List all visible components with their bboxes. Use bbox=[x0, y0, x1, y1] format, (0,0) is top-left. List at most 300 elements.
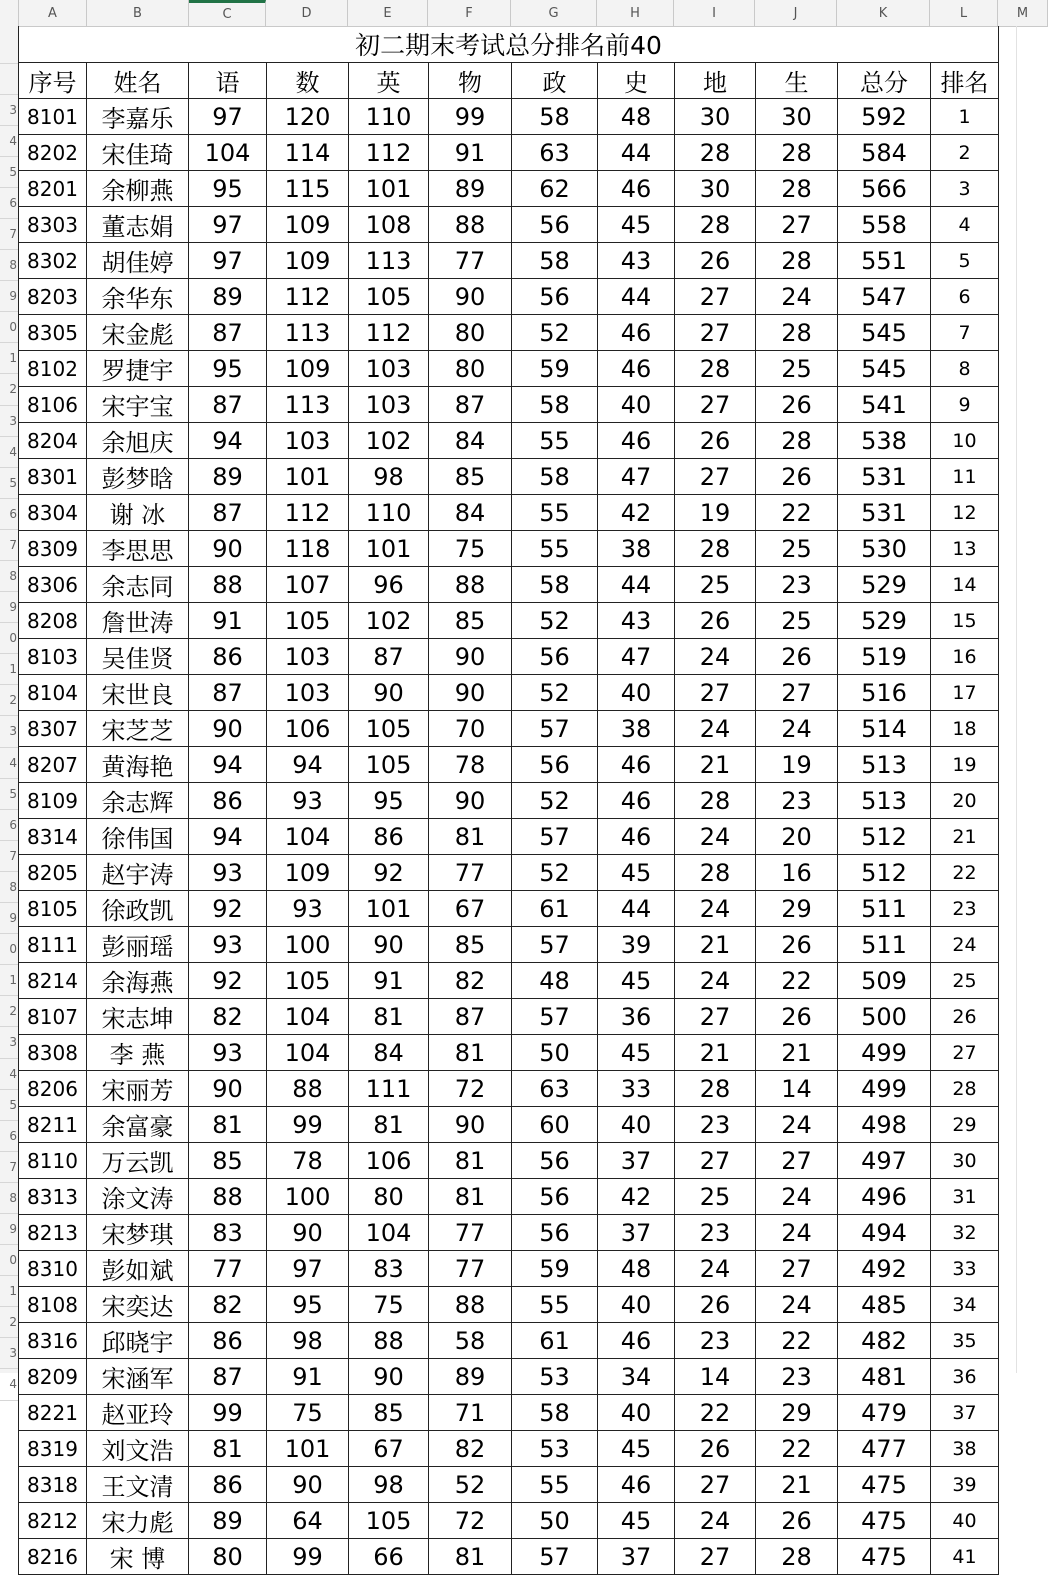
row-number[interactable]: 6 bbox=[0, 499, 18, 530]
table-cell[interactable]: 102 bbox=[349, 603, 429, 639]
table-cell[interactable]: 72 bbox=[429, 1503, 512, 1539]
table-cell[interactable]: 36 bbox=[931, 1359, 999, 1395]
table-cell[interactable]: 吴佳贤 bbox=[87, 639, 189, 675]
table-cell[interactable]: 99 bbox=[267, 1539, 349, 1575]
table-cell[interactable]: 8102 bbox=[19, 351, 87, 387]
table-cell[interactable]: 500 bbox=[838, 999, 931, 1035]
table-cell[interactable]: 24 bbox=[931, 927, 999, 963]
table-cell[interactable]: 83 bbox=[189, 1215, 267, 1251]
column-header-d[interactable]: D bbox=[266, 0, 348, 26]
table-cell[interactable]: 101 bbox=[349, 891, 429, 927]
table-cell[interactable]: 赵宇涛 bbox=[87, 855, 189, 891]
table-cell[interactable]: 512 bbox=[838, 855, 931, 891]
table-cell[interactable]: 37 bbox=[598, 1539, 675, 1575]
header-cell[interactable]: 地 bbox=[675, 63, 756, 99]
table-cell[interactable]: 赵亚玲 bbox=[87, 1395, 189, 1431]
table-cell[interactable]: 519 bbox=[838, 639, 931, 675]
table-cell[interactable]: 29 bbox=[756, 891, 838, 927]
table-cell[interactable]: 21 bbox=[756, 1467, 838, 1503]
table-cell[interactable]: 万云凯 bbox=[87, 1143, 189, 1179]
table-cell[interactable]: 101 bbox=[349, 171, 429, 207]
row-number[interactable]: 5 bbox=[0, 157, 18, 188]
table-cell[interactable]: 27 bbox=[675, 1539, 756, 1575]
table-cell[interactable]: 2 bbox=[931, 135, 999, 171]
table-cell[interactable]: 8204 bbox=[19, 423, 87, 459]
table-cell[interactable]: 宋志坤 bbox=[87, 999, 189, 1035]
table-cell[interactable]: 38 bbox=[931, 1431, 999, 1467]
header-cell[interactable]: 物 bbox=[429, 63, 512, 99]
row-number[interactable]: 4 bbox=[0, 748, 18, 779]
table-cell[interactable]: 86 bbox=[189, 1467, 267, 1503]
table-cell[interactable]: 42 bbox=[598, 1179, 675, 1215]
header-cell[interactable]: 政 bbox=[512, 63, 598, 99]
table-cell[interactable]: 90 bbox=[267, 1467, 349, 1503]
table-cell[interactable]: 17 bbox=[931, 675, 999, 711]
table-cell[interactable]: 8207 bbox=[19, 747, 87, 783]
table-cell[interactable]: 57 bbox=[512, 999, 598, 1035]
table-cell[interactable]: 46 bbox=[598, 747, 675, 783]
row-header-strip[interactable] bbox=[0, 26, 19, 1392]
table-cell[interactable]: 90 bbox=[349, 1359, 429, 1395]
table-cell[interactable]: 58 bbox=[512, 567, 598, 603]
table-cell[interactable]: 86 bbox=[189, 783, 267, 819]
table-cell[interactable]: 24 bbox=[675, 1503, 756, 1539]
row-number[interactable]: 1 bbox=[0, 654, 18, 685]
column-header-h[interactable]: H bbox=[597, 0, 674, 26]
table-cell[interactable]: 104 bbox=[349, 1215, 429, 1251]
table-cell[interactable]: 96 bbox=[349, 567, 429, 603]
table-cell[interactable]: 宋宇宝 bbox=[87, 387, 189, 423]
column-header-g[interactable]: G bbox=[511, 0, 597, 26]
table-cell[interactable]: 8101 bbox=[19, 99, 87, 135]
table-cell[interactable]: 23 bbox=[756, 1359, 838, 1395]
table-cell[interactable]: 107 bbox=[267, 567, 349, 603]
table-cell[interactable]: 513 bbox=[838, 747, 931, 783]
table-cell[interactable]: 19 bbox=[756, 747, 838, 783]
table-cell[interactable]: 26 bbox=[756, 999, 838, 1035]
table-cell[interactable]: 26 bbox=[675, 1431, 756, 1467]
table-cell[interactable]: 8305 bbox=[19, 315, 87, 351]
table-cell[interactable]: 67 bbox=[349, 1431, 429, 1467]
row-number[interactable]: 7 bbox=[0, 219, 18, 250]
table-cell[interactable]: 72 bbox=[429, 1071, 512, 1107]
table-cell[interactable]: 93 bbox=[189, 855, 267, 891]
table-cell[interactable]: 40 bbox=[598, 387, 675, 423]
table-cell[interactable]: 28 bbox=[756, 243, 838, 279]
table-cell[interactable]: 宋佳琦 bbox=[87, 135, 189, 171]
table-cell[interactable]: 105 bbox=[267, 603, 349, 639]
table-cell[interactable]: 25 bbox=[675, 1179, 756, 1215]
table-cell[interactable]: 99 bbox=[189, 1395, 267, 1431]
table-cell[interactable]: 8202 bbox=[19, 135, 87, 171]
table-cell[interactable]: 95 bbox=[189, 351, 267, 387]
table-cell[interactable]: 24 bbox=[756, 1215, 838, 1251]
table-cell[interactable]: 27 bbox=[675, 315, 756, 351]
table-cell[interactable]: 88 bbox=[349, 1323, 429, 1359]
row-number[interactable]: 3 bbox=[0, 1338, 18, 1369]
table-cell[interactable]: 105 bbox=[349, 747, 429, 783]
table-cell[interactable]: 85 bbox=[429, 459, 512, 495]
table-cell[interactable]: 5 bbox=[931, 243, 999, 279]
table-cell[interactable]: 75 bbox=[349, 1287, 429, 1323]
table-cell[interactable]: 102 bbox=[349, 423, 429, 459]
table-cell[interactable]: 24 bbox=[756, 1287, 838, 1323]
table-cell[interactable]: 120 bbox=[267, 99, 349, 135]
table-cell[interactable]: 37 bbox=[598, 1215, 675, 1251]
table-cell[interactable]: 83 bbox=[349, 1251, 429, 1287]
table-cell[interactable]: 514 bbox=[838, 711, 931, 747]
table-cell[interactable]: 88 bbox=[429, 567, 512, 603]
table-cell[interactable]: 109 bbox=[267, 243, 349, 279]
table-cell[interactable]: 56 bbox=[512, 1215, 598, 1251]
table-cell[interactable]: 28 bbox=[931, 1071, 999, 1107]
table-cell[interactable]: 8212 bbox=[19, 1503, 87, 1539]
table-cell[interactable]: 57 bbox=[512, 711, 598, 747]
table-cell[interactable]: 26 bbox=[675, 603, 756, 639]
table-cell[interactable]: 26 bbox=[756, 927, 838, 963]
table-cell[interactable]: 481 bbox=[838, 1359, 931, 1395]
table-cell[interactable]: 88 bbox=[429, 1287, 512, 1323]
table-cell[interactable]: 105 bbox=[349, 1503, 429, 1539]
table-cell[interactable]: 宋梦琪 bbox=[87, 1215, 189, 1251]
table-cell[interactable]: 20 bbox=[756, 819, 838, 855]
table-cell[interactable]: 499 bbox=[838, 1035, 931, 1071]
table-cell[interactable]: 8306 bbox=[19, 567, 87, 603]
table-cell[interactable]: 87 bbox=[189, 315, 267, 351]
table-cell[interactable]: 52 bbox=[512, 783, 598, 819]
table-cell[interactable]: 26 bbox=[675, 1287, 756, 1323]
table-cell[interactable]: 8 bbox=[931, 351, 999, 387]
table-cell[interactable]: 45 bbox=[598, 1431, 675, 1467]
table-cell[interactable]: 112 bbox=[349, 135, 429, 171]
table-cell[interactable]: 20 bbox=[931, 783, 999, 819]
table-cell[interactable]: 27 bbox=[756, 1143, 838, 1179]
table-cell[interactable]: 77 bbox=[189, 1251, 267, 1287]
table-cell[interactable]: 109 bbox=[267, 855, 349, 891]
table-cell[interactable]: 詹世涛 bbox=[87, 603, 189, 639]
header-cell[interactable]: 序号 bbox=[19, 63, 87, 99]
row-number[interactable]: 9 bbox=[0, 903, 18, 934]
table-cell[interactable]: 98 bbox=[349, 459, 429, 495]
table-cell[interactable]: 113 bbox=[349, 243, 429, 279]
table-cell[interactable]: 77 bbox=[429, 243, 512, 279]
table-cell[interactable]: 26 bbox=[756, 459, 838, 495]
table-cell[interactable]: 547 bbox=[838, 279, 931, 315]
table-cell[interactable]: 25 bbox=[756, 531, 838, 567]
table-cell[interactable]: 48 bbox=[512, 963, 598, 999]
table-cell[interactable]: 57 bbox=[512, 927, 598, 963]
table-cell[interactable]: 彭如斌 bbox=[87, 1251, 189, 1287]
table-cell[interactable]: 90 bbox=[349, 675, 429, 711]
table-cell[interactable]: 23 bbox=[756, 783, 838, 819]
table-cell[interactable]: 27 bbox=[675, 1467, 756, 1503]
table-cell[interactable]: 27 bbox=[756, 1251, 838, 1287]
row-number[interactable]: 8 bbox=[0, 561, 18, 592]
table-cell[interactable]: 27 bbox=[675, 675, 756, 711]
table-cell[interactable]: 112 bbox=[267, 279, 349, 315]
table-cell[interactable]: 8111 bbox=[19, 927, 87, 963]
table-cell[interactable]: 11 bbox=[931, 459, 999, 495]
table-cell[interactable]: 477 bbox=[838, 1431, 931, 1467]
row-number[interactable]: 5 bbox=[0, 779, 18, 810]
table-cell[interactable]: 103 bbox=[349, 351, 429, 387]
table-cell[interactable]: 24 bbox=[756, 279, 838, 315]
table-cell[interactable]: 33 bbox=[598, 1071, 675, 1107]
table-cell[interactable]: 23 bbox=[675, 1107, 756, 1143]
column-header-c[interactable]: C bbox=[189, 0, 266, 26]
table-cell[interactable]: 88 bbox=[429, 207, 512, 243]
table-cell[interactable]: 92 bbox=[189, 891, 267, 927]
table-cell[interactable]: 32 bbox=[931, 1215, 999, 1251]
table-cell[interactable]: 27 bbox=[675, 999, 756, 1035]
row-number[interactable]: 2 bbox=[0, 996, 18, 1027]
table-cell[interactable]: 112 bbox=[349, 315, 429, 351]
table-cell[interactable]: 27 bbox=[931, 1035, 999, 1071]
table-cell[interactable]: 8106 bbox=[19, 387, 87, 423]
table-cell[interactable]: 李嘉乐 bbox=[87, 99, 189, 135]
table-cell[interactable]: 邱晓宇 bbox=[87, 1323, 189, 1359]
table-cell[interactable]: 8214 bbox=[19, 963, 87, 999]
table-cell[interactable]: 8203 bbox=[19, 279, 87, 315]
table-cell[interactable]: 84 bbox=[429, 423, 512, 459]
table-cell[interactable]: 551 bbox=[838, 243, 931, 279]
table-cell[interactable]: 87 bbox=[349, 639, 429, 675]
table-cell[interactable]: 22 bbox=[756, 1431, 838, 1467]
header-cell[interactable]: 姓名 bbox=[87, 63, 189, 99]
table-cell[interactable]: 28 bbox=[756, 1539, 838, 1575]
table-cell[interactable]: 529 bbox=[838, 567, 931, 603]
table-cell[interactable]: 90 bbox=[429, 675, 512, 711]
table-cell[interactable]: 46 bbox=[598, 423, 675, 459]
row-number[interactable]: 6 bbox=[0, 810, 18, 841]
table-cell[interactable]: 90 bbox=[349, 927, 429, 963]
table-cell[interactable]: 19 bbox=[931, 747, 999, 783]
row-number[interactable]: 2 bbox=[0, 685, 18, 716]
table-cell[interactable]: 12 bbox=[931, 495, 999, 531]
table-cell[interactable]: 80 bbox=[189, 1539, 267, 1575]
table-cell[interactable]: 90 bbox=[189, 1071, 267, 1107]
table-cell[interactable]: 592 bbox=[838, 99, 931, 135]
table-cell[interactable]: 28 bbox=[756, 423, 838, 459]
table-cell[interactable]: 37 bbox=[598, 1143, 675, 1179]
column-header-strip[interactable] bbox=[0, 0, 1048, 27]
table-cell[interactable]: 103 bbox=[267, 639, 349, 675]
table-cell[interactable]: 58 bbox=[512, 387, 598, 423]
table-cell[interactable]: 21 bbox=[756, 1035, 838, 1071]
column-header-l[interactable]: L bbox=[930, 0, 998, 26]
table-cell[interactable]: 48 bbox=[598, 99, 675, 135]
table-cell[interactable]: 39 bbox=[931, 1467, 999, 1503]
table-cell[interactable]: 27 bbox=[756, 675, 838, 711]
table-cell[interactable]: 80 bbox=[429, 351, 512, 387]
table-cell[interactable]: 91 bbox=[189, 603, 267, 639]
table-cell[interactable]: 26 bbox=[756, 387, 838, 423]
table-cell[interactable]: 56 bbox=[512, 1179, 598, 1215]
table-cell[interactable]: 45 bbox=[598, 963, 675, 999]
table-cell[interactable]: 25 bbox=[756, 603, 838, 639]
table-cell[interactable]: 33 bbox=[931, 1251, 999, 1287]
table-cell[interactable]: 47 bbox=[598, 639, 675, 675]
table-cell[interactable]: 103 bbox=[267, 423, 349, 459]
table-cell[interactable]: 王文清 bbox=[87, 1467, 189, 1503]
table-cell[interactable]: 112 bbox=[267, 495, 349, 531]
column-header-f[interactable]: F bbox=[428, 0, 511, 26]
table-cell[interactable]: 14 bbox=[931, 567, 999, 603]
table-cell[interactable]: 94 bbox=[189, 819, 267, 855]
table-cell[interactable]: 100 bbox=[267, 927, 349, 963]
table-cell[interactable]: 8105 bbox=[19, 891, 87, 927]
table-cell[interactable]: 23 bbox=[675, 1215, 756, 1251]
table-cell[interactable]: 25 bbox=[931, 963, 999, 999]
table-cell[interactable]: 36 bbox=[598, 999, 675, 1035]
table-cell[interactable]: 8304 bbox=[19, 495, 87, 531]
table-cell[interactable]: 85 bbox=[189, 1143, 267, 1179]
table-cell[interactable]: 104 bbox=[189, 135, 267, 171]
table-cell[interactable]: 15 bbox=[931, 603, 999, 639]
row-number[interactable]: 5 bbox=[0, 1090, 18, 1121]
table-cell[interactable]: 48 bbox=[598, 1251, 675, 1287]
table-cell[interactable]: 26 bbox=[756, 1503, 838, 1539]
table-cell[interactable]: 28 bbox=[675, 531, 756, 567]
table-cell[interactable]: 75 bbox=[267, 1395, 349, 1431]
table-cell[interactable]: 24 bbox=[675, 711, 756, 747]
column-header-m[interactable]: M bbox=[998, 0, 1048, 26]
table-cell[interactable]: 64 bbox=[267, 1503, 349, 1539]
table-cell[interactable]: 44 bbox=[598, 567, 675, 603]
table-cell[interactable]: 26 bbox=[756, 639, 838, 675]
table-cell[interactable]: 103 bbox=[267, 675, 349, 711]
table-cell[interactable]: 98 bbox=[267, 1323, 349, 1359]
table-cell[interactable]: 8318 bbox=[19, 1467, 87, 1503]
table-cell[interactable]: 宋金彪 bbox=[87, 315, 189, 351]
table-cell[interactable]: 89 bbox=[189, 279, 267, 315]
table-cell[interactable]: 509 bbox=[838, 963, 931, 999]
table-cell[interactable]: 24 bbox=[756, 711, 838, 747]
row-number[interactable]: 4 bbox=[0, 1059, 18, 1090]
table-cell[interactable]: 58 bbox=[512, 99, 598, 135]
table-cell[interactable]: 34 bbox=[598, 1359, 675, 1395]
table-cell[interactable]: 485 bbox=[838, 1287, 931, 1323]
table-cell[interactable]: 40 bbox=[598, 1395, 675, 1431]
table-cell[interactable]: 81 bbox=[189, 1431, 267, 1467]
table-cell[interactable]: 94 bbox=[189, 747, 267, 783]
table-cell[interactable]: 584 bbox=[838, 135, 931, 171]
table-cell[interactable]: 498 bbox=[838, 1107, 931, 1143]
table-cell[interactable]: 58 bbox=[512, 459, 598, 495]
table-cell[interactable]: 531 bbox=[838, 495, 931, 531]
table-cell[interactable]: 113 bbox=[267, 387, 349, 423]
table-cell[interactable]: 余志同 bbox=[87, 567, 189, 603]
table-cell[interactable]: 52 bbox=[512, 315, 598, 351]
table-cell[interactable]: 8307 bbox=[19, 711, 87, 747]
table-cell[interactable]: 82 bbox=[429, 1431, 512, 1467]
table-cell[interactable]: 81 bbox=[429, 1035, 512, 1071]
table-cell[interactable]: 558 bbox=[838, 207, 931, 243]
table-cell[interactable]: 59 bbox=[512, 351, 598, 387]
column-header-i[interactable]: I bbox=[674, 0, 755, 26]
table-cell[interactable]: 徐政凯 bbox=[87, 891, 189, 927]
table-cell[interactable]: 97 bbox=[189, 243, 267, 279]
table-cell[interactable]: 罗捷宇 bbox=[87, 351, 189, 387]
table-cell[interactable]: 21 bbox=[675, 927, 756, 963]
table-cell[interactable]: 95 bbox=[189, 171, 267, 207]
table-cell[interactable]: 26 bbox=[675, 423, 756, 459]
row-number[interactable]: 3 bbox=[0, 406, 18, 437]
table-cell[interactable]: 8302 bbox=[19, 243, 87, 279]
column-header-k[interactable]: K bbox=[837, 0, 930, 26]
table-cell[interactable]: 9 bbox=[931, 387, 999, 423]
table-cell[interactable]: 8201 bbox=[19, 171, 87, 207]
table-cell[interactable]: 8310 bbox=[19, 1251, 87, 1287]
table-cell[interactable]: 93 bbox=[267, 783, 349, 819]
table-cell[interactable]: 85 bbox=[429, 603, 512, 639]
table-cell[interactable]: 482 bbox=[838, 1323, 931, 1359]
table-cell[interactable]: 宋芝芝 bbox=[87, 711, 189, 747]
table-cell[interactable]: 90 bbox=[189, 711, 267, 747]
table-cell[interactable]: 92 bbox=[189, 963, 267, 999]
table-cell[interactable]: 110 bbox=[349, 99, 429, 135]
table-cell[interactable]: 22 bbox=[756, 963, 838, 999]
table-cell[interactable]: 58 bbox=[429, 1323, 512, 1359]
table-cell[interactable]: 58 bbox=[512, 243, 598, 279]
table-cell[interactable]: 14 bbox=[756, 1071, 838, 1107]
table-cell[interactable]: 8308 bbox=[19, 1035, 87, 1071]
table-cell[interactable]: 109 bbox=[267, 351, 349, 387]
table-cell[interactable]: 80 bbox=[349, 1179, 429, 1215]
row-number[interactable] bbox=[0, 26, 18, 64]
table-cell[interactable]: 88 bbox=[189, 567, 267, 603]
table-cell[interactable]: 511 bbox=[838, 891, 931, 927]
table-cell[interactable]: 106 bbox=[349, 1143, 429, 1179]
table-cell[interactable]: 46 bbox=[598, 819, 675, 855]
table-cell[interactable]: 94 bbox=[267, 747, 349, 783]
table-cell[interactable]: 8301 bbox=[19, 459, 87, 495]
table-cell[interactable]: 宋涵军 bbox=[87, 1359, 189, 1395]
row-number[interactable] bbox=[0, 64, 18, 95]
table-cell[interactable]: 22 bbox=[931, 855, 999, 891]
table-cell[interactable]: 14 bbox=[675, 1359, 756, 1395]
table-cell[interactable]: 30 bbox=[675, 99, 756, 135]
table-cell[interactable]: 95 bbox=[267, 1287, 349, 1323]
table-cell[interactable]: 8314 bbox=[19, 819, 87, 855]
table-cell[interactable]: 84 bbox=[429, 495, 512, 531]
row-number[interactable]: 6 bbox=[0, 188, 18, 219]
table-cell[interactable]: 531 bbox=[838, 459, 931, 495]
table-cell[interactable]: 479 bbox=[838, 1395, 931, 1431]
table-cell[interactable]: 81 bbox=[429, 1143, 512, 1179]
row-number[interactable]: 9 bbox=[0, 281, 18, 312]
table-cell[interactable]: 52 bbox=[512, 855, 598, 891]
table-cell[interactable]: 30 bbox=[931, 1143, 999, 1179]
table-cell[interactable]: 86 bbox=[189, 1323, 267, 1359]
table-cell[interactable]: 59 bbox=[512, 1251, 598, 1287]
header-cell[interactable]: 数 bbox=[267, 63, 349, 99]
column-header-a[interactable]: A bbox=[19, 0, 87, 26]
table-cell[interactable]: 31 bbox=[931, 1179, 999, 1215]
row-number[interactable]: 5 bbox=[0, 468, 18, 499]
table-cell[interactable]: 55 bbox=[512, 423, 598, 459]
table-cell[interactable]: 56 bbox=[512, 279, 598, 315]
table-cell[interactable]: 84 bbox=[349, 1035, 429, 1071]
table-cell[interactable]: 27 bbox=[675, 387, 756, 423]
table-cell[interactable]: 40 bbox=[598, 675, 675, 711]
column-header-b[interactable]: B bbox=[87, 0, 189, 26]
table-cell[interactable]: 24 bbox=[675, 819, 756, 855]
row-number[interactable]: 8 bbox=[0, 1183, 18, 1214]
table-cell[interactable]: 8319 bbox=[19, 1431, 87, 1467]
table-cell[interactable]: 63 bbox=[512, 135, 598, 171]
table-cell[interactable]: 28 bbox=[675, 1071, 756, 1107]
